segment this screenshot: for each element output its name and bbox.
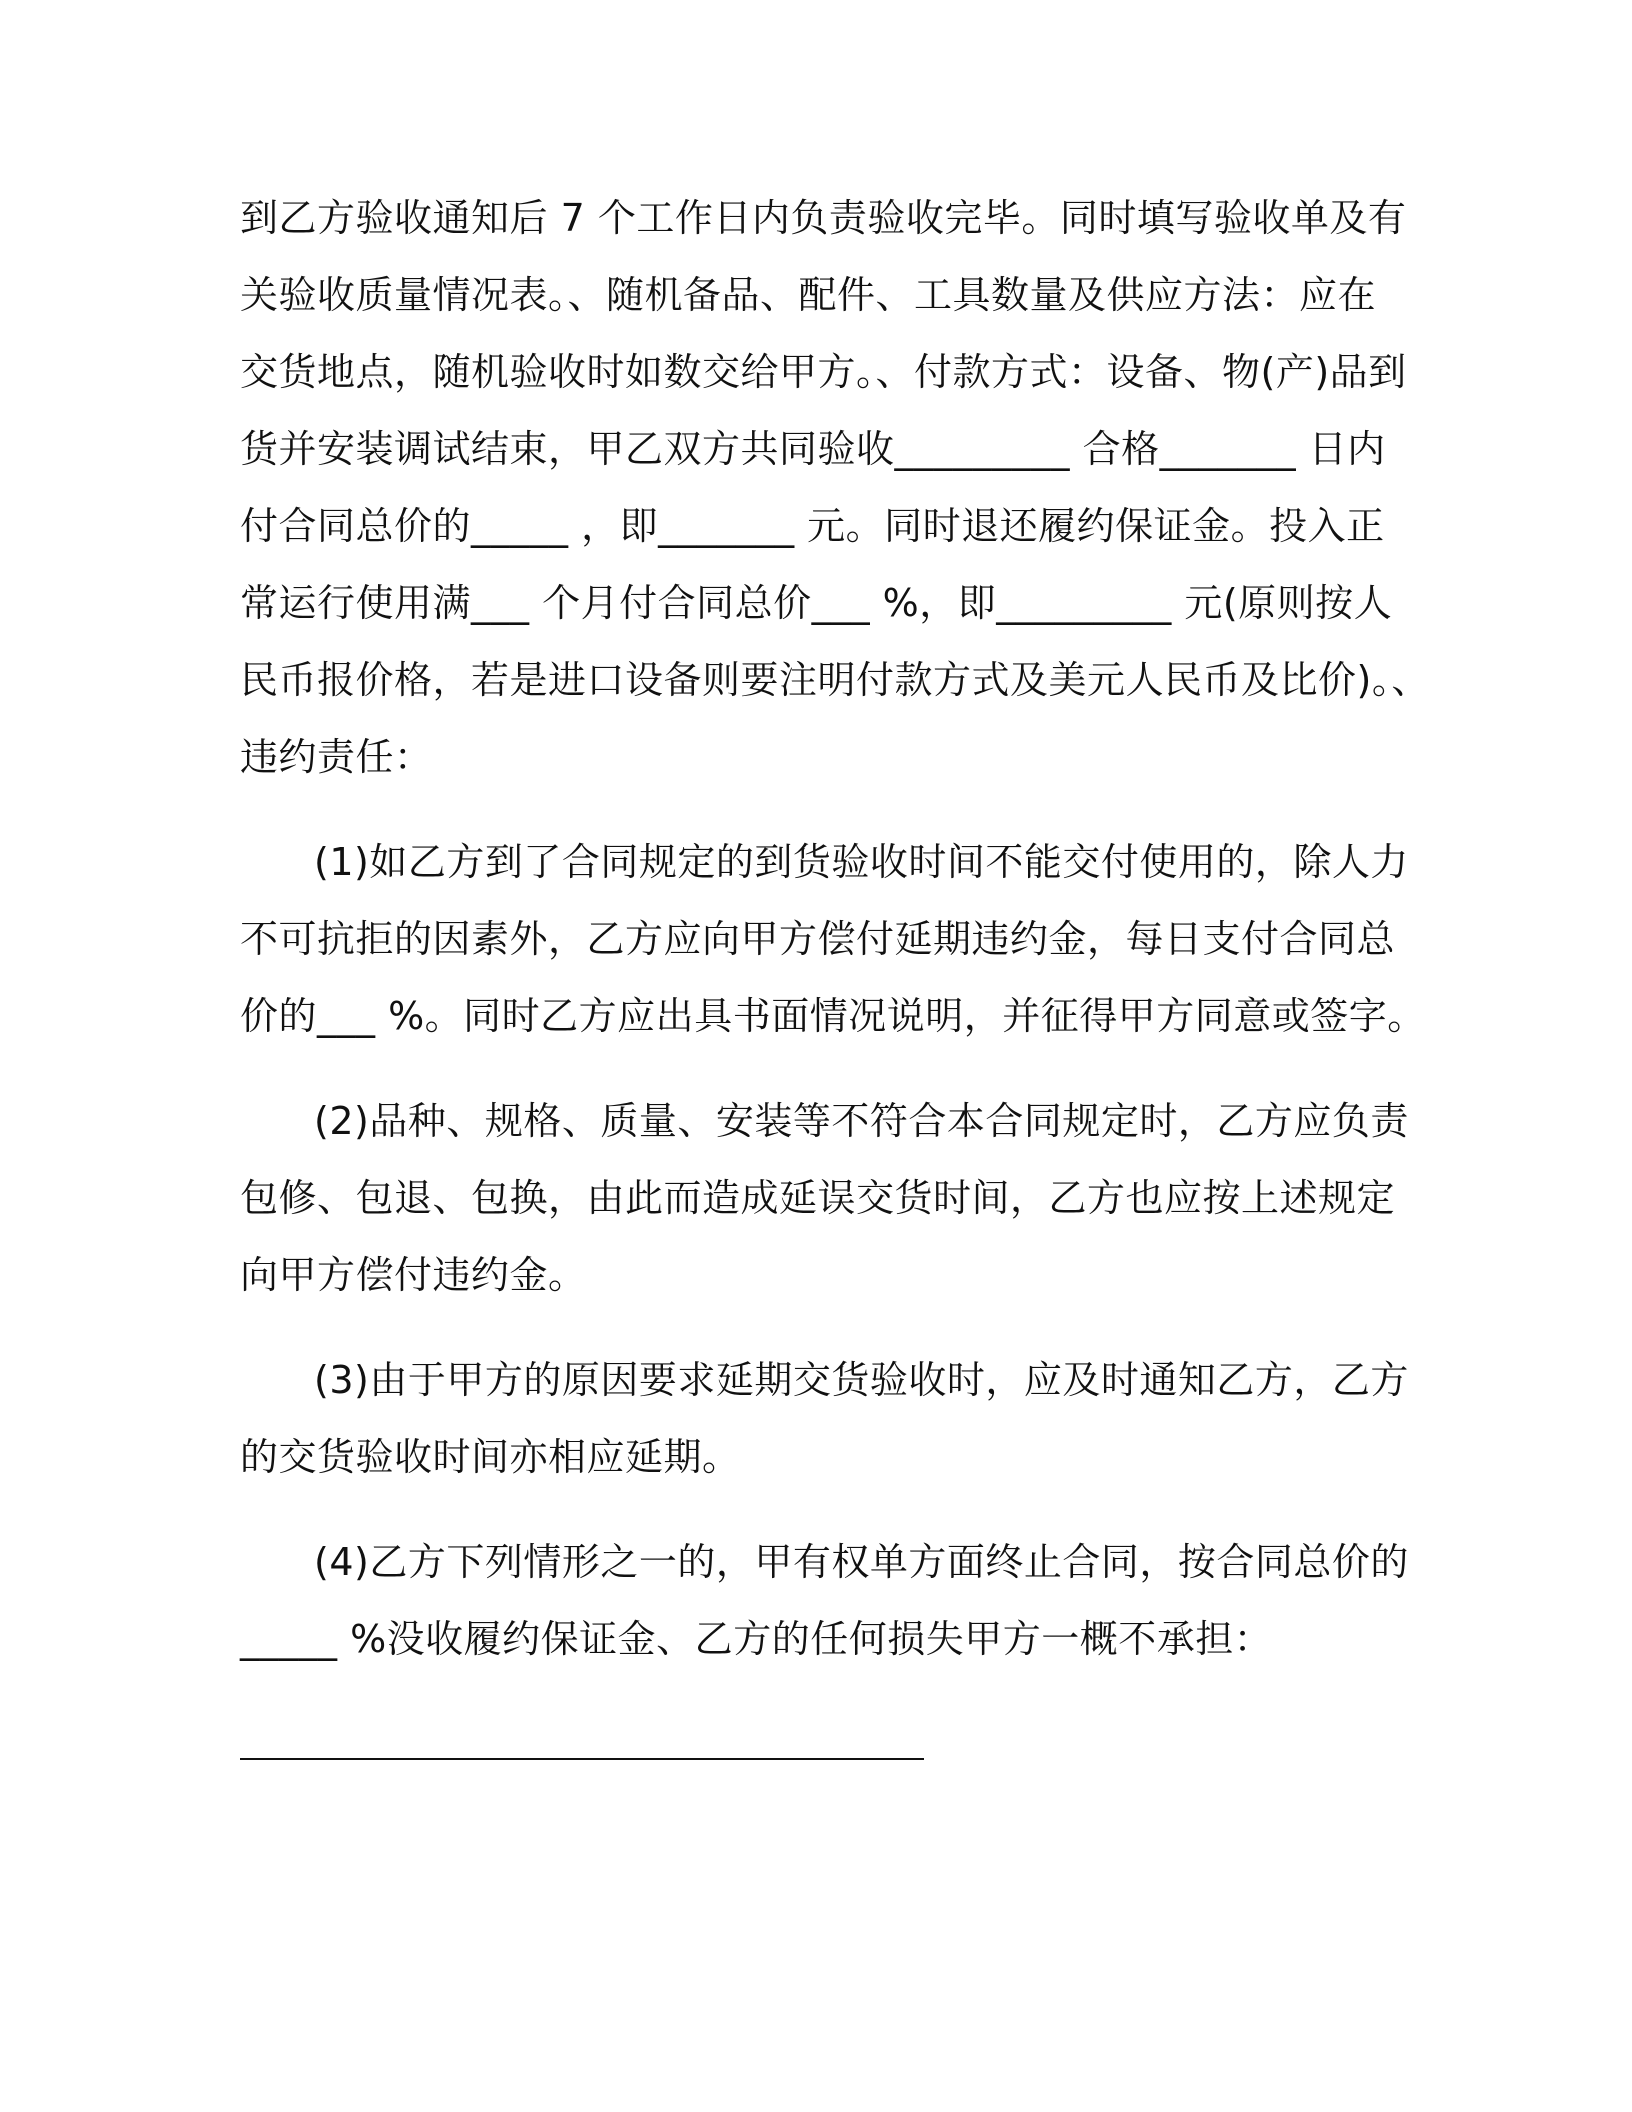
text-line: _____ %没收履约保证金、乙方的任何损失甲方一概不承担：	[240, 1617, 1273, 1661]
paragraph-spacer	[240, 796, 1410, 824]
text-line: 向甲方偿付违约金。	[240, 1253, 587, 1297]
text-line: 民币报价格，若是进口设备则要注明付款方式及美元人民币及比价)。、	[240, 658, 1430, 702]
text-line: (4)乙方下列情形之一的，甲有权单方面终止合同，按合同总价的	[314, 1540, 1409, 1584]
text-line: 常运行使用满___ 个月付合同总价___ %，即_________ 元(原则按人	[240, 581, 1393, 625]
clause-1	[240, 824, 1426, 1055]
text-line: 不可抗拒的因素外，乙方应向甲方偿付延期违约金，每日支付合同总	[240, 917, 1396, 961]
text-line: 交货地点，随机验收时如数交给甲方。、付款方式：设备、物(产)品到	[240, 350, 1407, 394]
document-body	[240, 180, 1430, 1783]
paragraph-spacer	[240, 1314, 1410, 1342]
text-line: 价的___ %。同时乙方应出具书面情况说明，并征得甲方同意或签字。	[240, 994, 1426, 1038]
text-line: 违约责任：	[240, 735, 433, 779]
text-line: 的交货验收时间亦相应延期。	[240, 1435, 741, 1479]
text-line: 付合同总价的_____ ，即_______ 元。同时退还履约保证金。投入正	[240, 504, 1385, 548]
text-line: 关验收质量情况表。、随机备品、配件、工具数量及供应方法：应在	[240, 273, 1377, 317]
text-line: (1)如乙方到了合同规定的到货验收时间不能交付使用的，除人力	[314, 840, 1409, 884]
text-line: 货并安装调试结束，甲乙双方共同验收_________ 合格_______ 日内	[240, 427, 1386, 471]
blank-fill-line	[240, 1706, 924, 1783]
clause-2	[240, 1083, 1410, 1314]
paragraph-spacer	[240, 1496, 1410, 1524]
text-line: 包修、包退、包换，由此而造成延误交货时间，乙方也应按上述规定	[240, 1176, 1396, 1220]
text-line: 到乙方验收通知后 7 个工作日内负责验收完毕。同时填写验收单及有	[240, 196, 1407, 240]
text-line: (3)由于甲方的原因要求延期交货验收时，应及时通知乙方，乙方	[314, 1358, 1409, 1402]
paragraph-spacer	[240, 1055, 1410, 1083]
paragraph-payment-terms	[240, 180, 1430, 796]
clause-3	[240, 1342, 1410, 1496]
clause-4	[240, 1524, 1410, 1678]
paragraph-spacer	[240, 1678, 1410, 1706]
text-line: (2)品种、规格、质量、安装等不符合本合同规定时，乙方应负责	[314, 1099, 1409, 1143]
